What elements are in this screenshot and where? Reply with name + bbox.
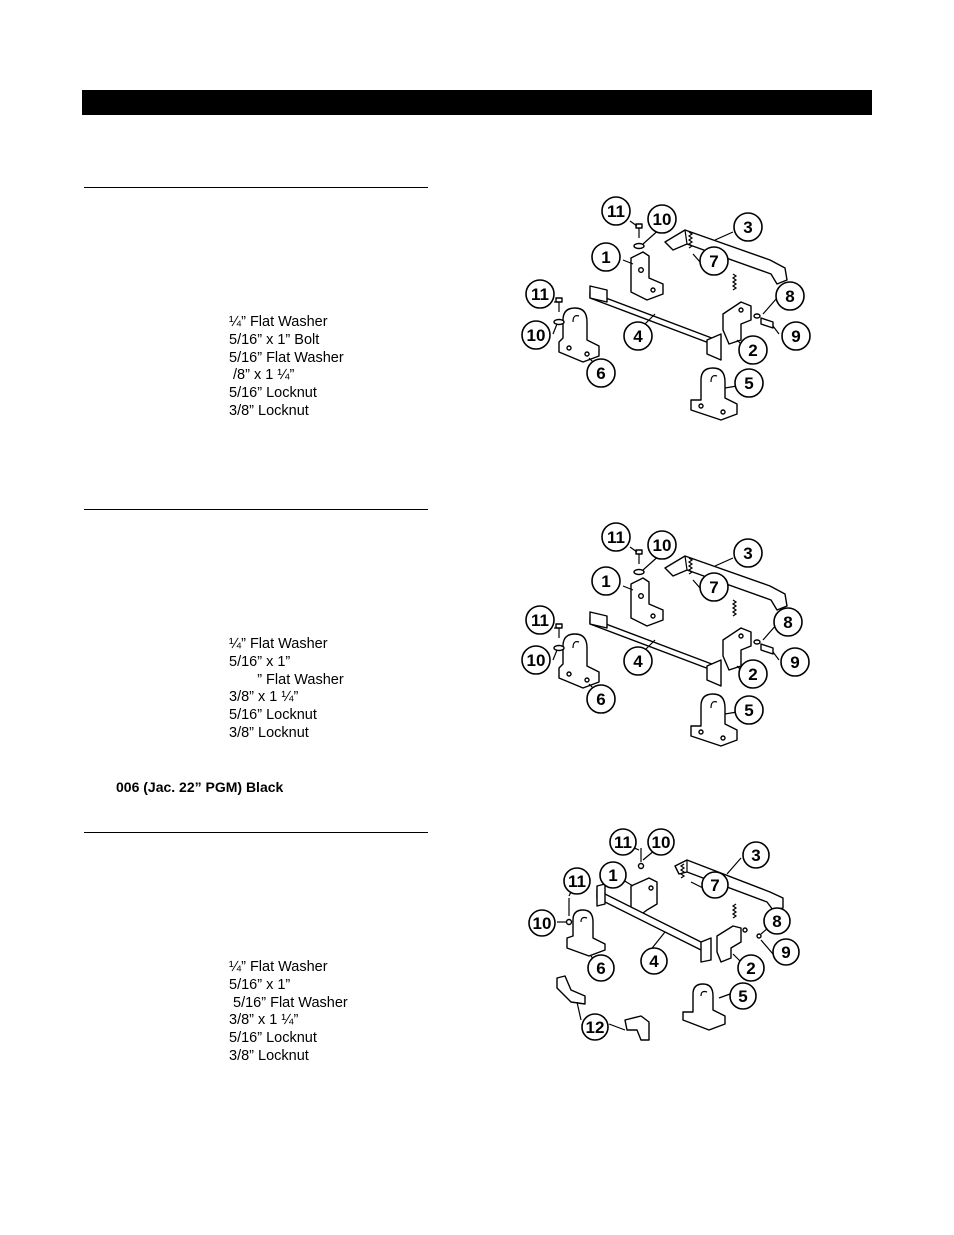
part-item: ¼” Flat Washer <box>229 959 328 975</box>
callout-8 <box>776 282 804 310</box>
svg-text:10: 10 <box>652 210 672 229</box>
callout-9 <box>773 939 799 965</box>
callout-11 <box>564 868 590 894</box>
callout-1 <box>600 862 626 888</box>
svg-text:2: 2 <box>748 341 758 360</box>
part-item: 3/8” Locknut <box>229 724 309 741</box>
callout-10 <box>522 321 550 349</box>
part-item: 5/16” x 1” <box>229 653 291 670</box>
svg-text:1: 1 <box>608 866 618 885</box>
callout-10 <box>648 205 676 233</box>
svg-text:10: 10 <box>652 536 672 555</box>
callout-1 <box>592 243 620 271</box>
model-caption: 006 (Jac. 22” PGM) Black <box>116 779 284 795</box>
svg-text:9: 9 <box>790 653 800 672</box>
section-divider <box>84 187 428 188</box>
svg-text:4: 4 <box>633 327 643 346</box>
callout-6 <box>588 955 614 981</box>
part-item: /8” x 1 ¼” <box>229 367 295 384</box>
callout-11 <box>526 280 554 308</box>
part-item: ¼” Flat Washer <box>229 314 328 330</box>
svg-text:4: 4 <box>649 952 659 971</box>
svg-text:7: 7 <box>709 578 719 597</box>
part-item: 5/16” x 1” Bolt <box>229 331 320 348</box>
callout-6 <box>587 359 615 387</box>
callout-11 <box>526 606 554 634</box>
exploded-parts-diagram-3 <box>515 826 825 1056</box>
part-item: ” Flat Washer <box>229 671 344 688</box>
callout-4 <box>624 647 652 675</box>
svg-text:8: 8 <box>785 287 795 306</box>
part-item: 5/16” x 1” <box>229 976 291 993</box>
part-item: 3/8” x 1 ¼” <box>229 1012 299 1029</box>
exploded-parts-diagram-2 <box>515 516 825 751</box>
svg-text:11: 11 <box>614 833 632 852</box>
part-item: ¼” Flat Washer <box>229 636 328 652</box>
section-header-bar <box>82 90 872 115</box>
callout-2 <box>738 955 764 981</box>
callout-9 <box>782 322 810 350</box>
svg-text:4: 4 <box>633 652 643 671</box>
parts-list <box>229 314 344 421</box>
callout-8 <box>764 908 790 934</box>
callout-5 <box>730 983 756 1009</box>
parts-list <box>229 636 344 743</box>
svg-text:10: 10 <box>526 326 546 345</box>
callout-5 <box>735 696 763 724</box>
svg-text:7: 7 <box>710 876 720 895</box>
callout-4 <box>624 322 652 350</box>
exploded-parts-diagram-1 <box>515 190 825 425</box>
svg-text:5: 5 <box>744 701 754 720</box>
callout-3 <box>734 213 762 241</box>
svg-text:8: 8 <box>772 912 782 931</box>
part-item: 5/16” Locknut <box>229 707 317 724</box>
svg-text:2: 2 <box>746 959 756 978</box>
callout-7 <box>700 247 728 275</box>
callout-8 <box>774 608 802 636</box>
svg-text:5: 5 <box>738 987 748 1006</box>
svg-text:10: 10 <box>526 651 546 670</box>
svg-text:3: 3 <box>743 218 753 237</box>
callout-3 <box>743 842 769 868</box>
callout-5 <box>735 369 763 397</box>
svg-text:11: 11 <box>531 285 549 304</box>
svg-text:11: 11 <box>607 202 625 221</box>
parts-list <box>229 959 348 1066</box>
callout-7 <box>700 573 728 601</box>
callout-6 <box>587 685 615 713</box>
callout-4 <box>641 948 667 974</box>
part-item: 3/8” x 1 ¼” <box>229 689 299 706</box>
svg-text:3: 3 <box>751 846 761 865</box>
callout-11 <box>602 197 630 225</box>
svg-text:8: 8 <box>783 613 793 632</box>
svg-text:6: 6 <box>596 364 606 383</box>
svg-text:3: 3 <box>743 544 753 563</box>
callout-10 <box>648 829 674 855</box>
svg-text:6: 6 <box>596 959 606 978</box>
svg-text:7: 7 <box>709 252 719 271</box>
part-item: 5/16” Locknut <box>229 1030 317 1047</box>
svg-text:12: 12 <box>585 1018 605 1037</box>
svg-text:1: 1 <box>601 248 611 267</box>
callout-10 <box>522 646 550 674</box>
svg-text:5: 5 <box>744 374 754 393</box>
part-item: 5/16” Flat Washer <box>229 349 344 366</box>
callout-7 <box>702 872 728 898</box>
callout-1 <box>592 567 620 595</box>
callout-12 <box>582 1014 608 1040</box>
part-item: 5/16” Locknut <box>229 385 317 402</box>
svg-text:11: 11 <box>568 872 586 891</box>
part-item: 3/8” Locknut <box>229 402 309 419</box>
part-item: 3/8” Locknut <box>229 1047 309 1064</box>
svg-text:9: 9 <box>781 943 791 962</box>
section-divider <box>84 509 428 510</box>
callout-3 <box>734 539 762 567</box>
svg-text:11: 11 <box>531 611 549 630</box>
callout-10 <box>648 531 676 559</box>
svg-text:1: 1 <box>601 572 611 591</box>
part-item: 5/16” Flat Washer <box>229 994 348 1011</box>
callout-10 <box>529 910 555 936</box>
svg-text:11: 11 <box>607 528 625 547</box>
callout-2 <box>739 336 767 364</box>
callout-2 <box>739 660 767 688</box>
callout-11 <box>602 523 630 551</box>
svg-text:9: 9 <box>791 327 801 346</box>
callout-9 <box>781 648 809 676</box>
svg-text:2: 2 <box>748 665 758 684</box>
callout-11 <box>610 829 636 855</box>
svg-text:6: 6 <box>596 690 606 709</box>
svg-text:10: 10 <box>532 914 552 933</box>
svg-text:10: 10 <box>651 833 671 852</box>
section-divider <box>84 832 428 833</box>
